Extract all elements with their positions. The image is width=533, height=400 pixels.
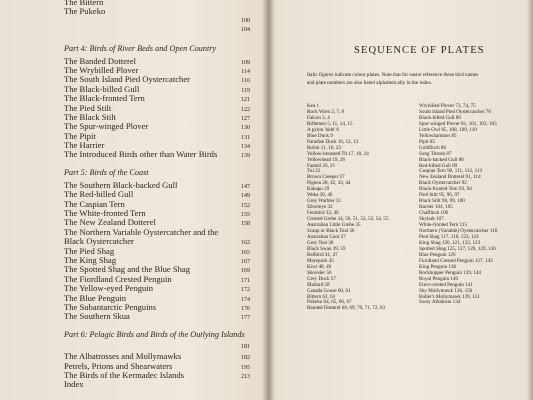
toc-entry-page: 171 [241, 277, 250, 284]
toc-entry [64, 150, 250, 159]
toc-entry-title: The Fiordland Crested Penguin [64, 273, 172, 284]
plate-entry: White-fronted Tern 115 [419, 222, 468, 229]
plate-entry: Wrybilled Plover 73, 74, 75 [419, 103, 476, 109]
toc-entry-title: Petrels, Prions and Shearwaters [64, 360, 173, 371]
plate-entry: Fantail 20, 21 [307, 162, 336, 169]
plate-entry: Yellowhead 19, 26 [307, 156, 346, 163]
plate-entry: Canada Goose 60, 61 [307, 287, 351, 294]
toc-entry-title: The Pied Shag [64, 245, 115, 256]
plate-entry: Pipit 85 [419, 138, 435, 145]
plate-entry: A pylon 'hide' 6 [307, 126, 339, 133]
toc-entry-page: 130 [241, 125, 250, 132]
plate-entry: King Shag 120, 121, 122, 123 [419, 239, 481, 246]
toc-entry-title: The Black-billed Gull [64, 83, 140, 94]
toc-entry-page: 155 [241, 212, 250, 219]
plate-entry: Erect-crested Penguin 141 [419, 281, 473, 288]
section-heading: Part 4: Birds of River Beds and Open Country [64, 43, 217, 53]
toc-entry-title: The King Shag [64, 254, 117, 265]
toc-entry-page: 127 [241, 115, 250, 122]
page-title: SEQUENCE OF PLATES [354, 45, 485, 56]
plate-entry: Pigeon 28, 42, 43, 44 [307, 180, 351, 187]
toc-entry-title: The Southern Black-backed Gull [64, 179, 178, 190]
toc-entry-title: The Blue Penguin [64, 292, 127, 303]
plate-entry: Riflemen 5, 11, 14, 15 [307, 120, 353, 127]
toc-entry-page: 116 [241, 78, 250, 85]
plate-entry: Grey Duck 57 [307, 275, 336, 282]
plates-column-left [307, 104, 389, 312]
plate-entry: Paradise Duck 10, 12, 13 [307, 138, 359, 145]
plate-entry: Spotted Shag 125, 127, 128, 129, 130 [419, 245, 496, 252]
plate-entry: Morepork 45 [307, 257, 334, 264]
toc-entry-page: 169 [241, 268, 250, 275]
toc-entry-title: The Subantarctic Penguins [64, 301, 157, 312]
toc-entry-page: 114 [241, 68, 250, 75]
plate-entry: Harrier 104, 105 [419, 204, 453, 211]
plate-entry: Silvereye 32 [307, 204, 333, 211]
plate-entry: Black-fronted Tern 93, 94 [419, 186, 472, 193]
toc-entry-page: 195 [241, 364, 250, 371]
plate-entry: Northern (Variable) Oystercatcher 116 [419, 228, 498, 235]
toc-entry-title: The South Island Pied Oystercatcher [64, 74, 191, 85]
plate-entry: King Penguin 136 [419, 263, 457, 270]
toc-entry-title: The Pied Stilt [64, 102, 112, 113]
plate-entry: Grey Teal 38 [307, 239, 334, 246]
plate-entry: Rockhopper Penguin 139, 144 [419, 269, 481, 276]
plate-entry: Buller's Mollymawk 139, 151 [419, 293, 480, 300]
toc-entry-title: Index [64, 379, 84, 390]
toc-entry-title: The Pipit [64, 130, 96, 141]
plate-entry: Scaup or Black Teal 36 [307, 228, 355, 235]
plate-entry: Robin 11, 16, 23 [307, 144, 341, 151]
toc-entry-title: The Black-fronted Tern [64, 93, 145, 104]
plate-entry: Fiordland Crested Penguin 127, 143 [419, 257, 493, 264]
plate-entry: Grey Warbler 31 [307, 198, 342, 205]
plate-entry: Shoveler 56 [307, 269, 332, 276]
plate-entry: Little Owl 85, 108, 109, 110 [419, 126, 477, 133]
plate-entry: South Island Pied Oystercatcher 76 [419, 108, 491, 115]
toc-entry-title: The Wrybilled Plover [64, 64, 139, 75]
toc-entry-page: 109 [241, 59, 250, 66]
plate-entry: Yellow-breasted Tit 17, 18, 24 [307, 150, 369, 157]
toc-entry-title: The White-fronted Tern [64, 208, 146, 219]
plate-entry: Kakapo 29 [307, 186, 330, 193]
plate-entry: Rock Wren 2, 7, 8 [307, 108, 345, 115]
toc-entry-title: The Bittern [64, 0, 104, 7]
plate-entry: Australian Coot 37 [307, 233, 346, 240]
plate-entry: Pied Shag 117, 118, 123, 124 [419, 233, 479, 240]
toc-entry-page: 174 [241, 296, 250, 303]
toc-entry-title: The New Zealand Dotterel [64, 217, 156, 228]
intro-line: Italic figures indicate colour plates. Note that for easier reference these bird names [307, 72, 479, 78]
plate-entry: Australian Little Grebe 35 [307, 222, 361, 229]
plate-entry: Brown Creeper 27 [307, 174, 345, 181]
toc-entry-title: The Southern Skua [64, 311, 130, 322]
toc-entry-page: 147 [241, 183, 250, 190]
plate-entry: Pukeko 64, 65, 66, 67 [307, 299, 352, 306]
toc-entry [64, 26, 250, 35]
toc-entry-page: 152 [241, 202, 250, 209]
toc-entry-title: The Red-billed Gull [64, 189, 134, 200]
plate-entry: Chaffinch 106 [419, 210, 449, 217]
intro-line: and plate numbers are also listed alphabetically in the index. [307, 79, 433, 86]
plate-entry: Caspian Tern 90, 111, 112, 113 [419, 168, 483, 175]
plate-entry: Skylark 107 [419, 216, 444, 223]
toc-entry-page: 131 [241, 134, 250, 141]
toc-entry-title: The Introduced Birds other than Water Birds [64, 149, 218, 160]
plate-entry: Mallard 58 [307, 281, 330, 288]
toc-entry-page: 176 [241, 305, 250, 312]
plate-entry: Fernbird 33, 40 [307, 210, 339, 217]
plate-entry: Bellbird 41, 47 [307, 251, 338, 258]
intro-note [307, 72, 519, 88]
plate-entry: Yellowhammer 85 [419, 132, 457, 139]
toc-entry-title: The Banded Dotterel [64, 55, 137, 66]
plate-entry: Bittern 62, 63 [307, 293, 336, 300]
toc-entry-title: The Caspian Tern [64, 198, 125, 209]
plate-entry: Spur-winged Plover 81, 101, 102, 103 [419, 120, 497, 127]
toc-entry-page: 121 [241, 97, 250, 104]
toc-entry-page: 172 [241, 287, 250, 294]
toc-entry-page: 139 [241, 153, 250, 160]
plate-entry: Goldfinch 86 [419, 144, 447, 151]
plate-entry: Shy Mollymawk 136, 150 [419, 287, 473, 294]
toc-entry-page: 213 [241, 373, 250, 380]
toc-entry-page: 149 [241, 193, 250, 200]
toc-entry-page: 100 [241, 17, 250, 24]
toc-entry [64, 312, 250, 321]
plate-entry: Royal Penguin 140 [419, 275, 459, 282]
toc-entry-title: The Albatrosses and Mollymawks [64, 351, 182, 362]
plate-entry: Black Oystercatcher 92 [419, 180, 467, 187]
plates-column-right [419, 104, 497, 306]
left-page [0, 0, 266, 400]
toc-entry-page: 167 [241, 258, 250, 265]
toc-entry [64, 380, 250, 389]
plate-entry: Weka 30, 46 [307, 192, 333, 199]
plate-entry: Falcon 3, 4 [307, 114, 330, 121]
plate-entry: Sooty Albatross 134 [419, 299, 461, 306]
toc-entry-title: Black Oystercatcher [64, 236, 134, 247]
toc-entry-page: 119 [241, 87, 250, 94]
plate-entry: Black-backed Gull 88 [419, 156, 464, 163]
toc-entry-page: 181 [241, 343, 250, 350]
toc-entry [64, 7, 250, 16]
page-edge-shadow [527, 0, 533, 400]
toc-entry-page: 177 [241, 315, 250, 322]
toc-entry-title: The Pukeko [64, 6, 106, 17]
plate-entry: Kiwi 48, 49 [307, 263, 332, 270]
plate-entry: Tui 22 [307, 168, 321, 175]
toc-entry-page: 165 [241, 249, 250, 256]
toc-entry-page: 158 [241, 221, 250, 228]
plate-entry: Kea 1 [307, 103, 320, 109]
toc-entry-page: 182 [241, 355, 250, 362]
toc-entry [64, 371, 250, 380]
toc-entry-page: 104 [241, 27, 250, 34]
toc-entry [64, 17, 250, 26]
toc-entry-title: The Birds of the Kermadec Islands [64, 369, 185, 380]
plate-entry: Black-billed Gull 80 [419, 114, 461, 121]
toc-entry-page: 162 [241, 240, 250, 247]
toc-entry-title: The Northern Variable Oystercatcher and the [64, 226, 219, 237]
section-heading: Part 6: Pelagic Birds and Birds of the Outlying Islands [64, 329, 245, 339]
table-of-contents [64, 0, 250, 390]
toc-entry-title: The Spotted Shag and the Blue Shag [64, 264, 191, 275]
plate-entry: Black Swan 39, 59 [307, 245, 346, 252]
plate-entry: Blue Duck 9 [307, 132, 333, 139]
toc-entry-title: The Yellow-eyed Penguin [64, 283, 154, 294]
toc-entry-page: 134 [241, 144, 250, 151]
plate-entry: Black Stilt 98, 99, 100 [419, 198, 465, 205]
plate-entry: Banded Dotterel 68, 69, 70, 71, 72, 83 [307, 305, 386, 312]
plate-entry: Crested Grebe 34, 50, 51, 52, 53, 54, 55 [307, 216, 389, 223]
toc-entry-title: The Harrier [64, 140, 105, 151]
plate-entry: Song Thrush 87 [419, 150, 452, 157]
section-heading: Part 5: Birds of the Coast [64, 167, 149, 177]
right-page [269, 0, 533, 400]
toc-entry-title: The Black Stilt [64, 111, 117, 122]
toc-entry-title: The Spur-winged Plover [64, 121, 149, 132]
plate-entry: New Zealand Dotterel 91, 114 [419, 174, 481, 181]
plate-entry: Pied Stilt 95, 96, 97 [419, 192, 460, 199]
plate-entry: Blue Penguin 126 [419, 251, 456, 258]
toc-entry-page: 122 [241, 106, 250, 113]
plate-entry: Red-billed Gull 89 [419, 162, 458, 169]
